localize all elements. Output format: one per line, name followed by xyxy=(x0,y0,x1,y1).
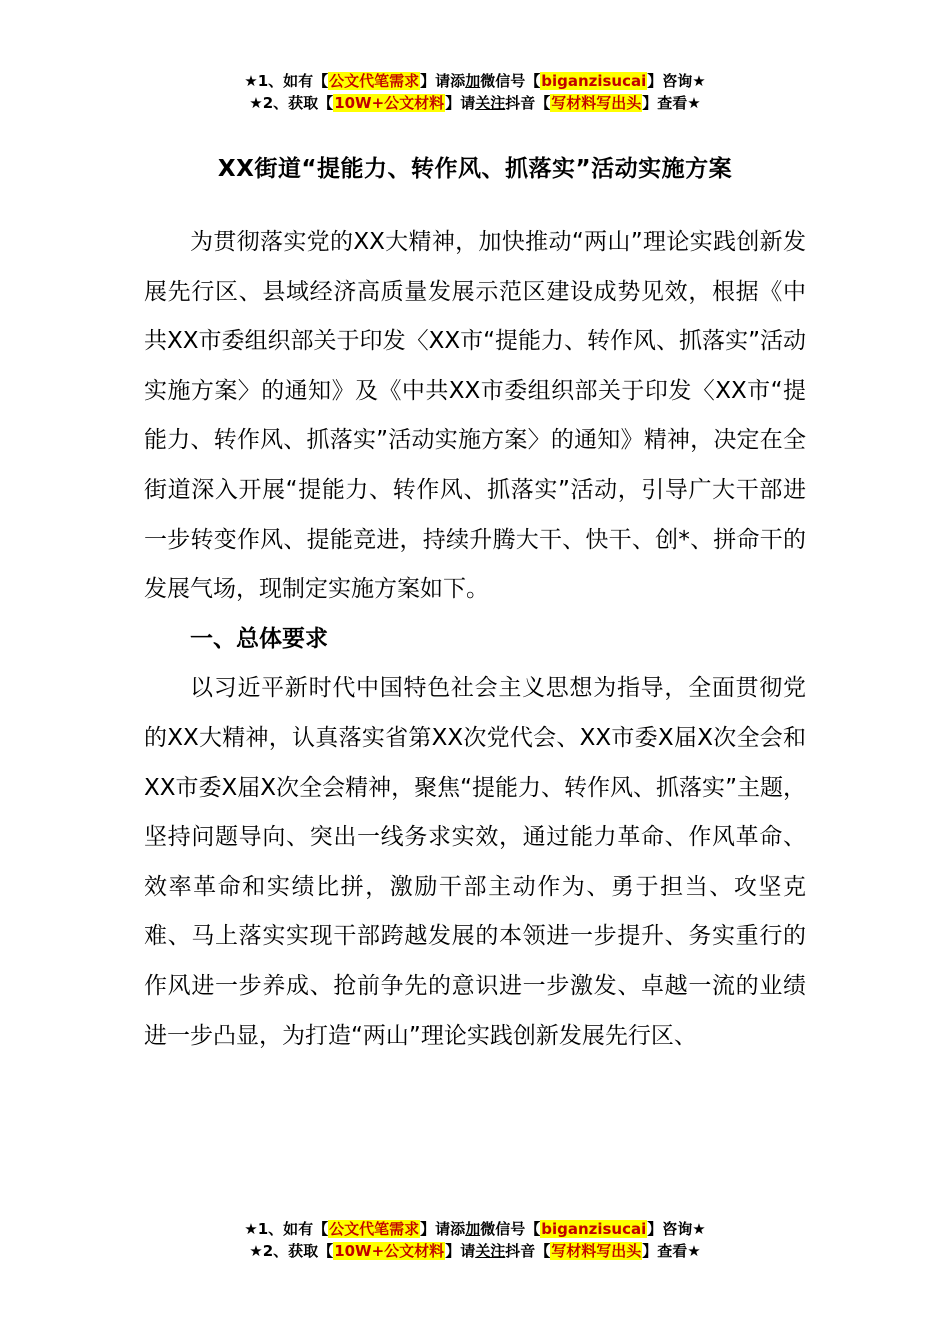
promo-text: 】咨询★ xyxy=(647,72,706,90)
document-title: XX街道“提能力、转作风、抓落实”活动实施方案 xyxy=(217,156,733,182)
promo-text: 】查看★ xyxy=(642,1242,701,1260)
section-paragraph: 以习近平新时代中国特色社会主义思想为指导，全面贯彻党的XX大精神，认真落实省第XX次党代会、XX市委X届X次全会和XX市委X届X次全会精神，聚焦“提能力、转作风、抓落实”主题，坚持问题导向、突出一线务求实效，通过能力革命、作风革命、效率革命和实绩比拼，激励干部主动作为、勇于担当、攻坚克难、马上落实实现干部跨越发展的本领进一步提升、务实重行的作风进一步养成、抢前争先的意识进一步激发、卓越一流的业绩进一步凸显，为打造“两山”理论实践创新发展先行区、 xyxy=(144,675,806,1049)
highlight-text: 公文代笔需求 xyxy=(329,72,420,90)
highlight-text: 10W+公文材料 xyxy=(334,94,445,112)
underlined-text: 关注 xyxy=(475,94,506,112)
promo-text: 】请添 xyxy=(420,72,466,90)
promo-text: 抖音【 xyxy=(505,1242,551,1260)
promo-text: 】查看★ xyxy=(642,94,701,112)
promo-text: 】咨询★ xyxy=(647,1220,706,1238)
promo-text: ★1、如有【 xyxy=(244,72,329,90)
promo-line-1 xyxy=(0,70,950,92)
highlight-text: 公文代笔需求 xyxy=(329,1220,420,1238)
underlined-text: 关注 xyxy=(475,1242,506,1260)
intro-paragraph: 为贯彻落实党的XX大精神，加快推动“两山”理论实践创新发展先行区、县域经济高质量发展示范区建设成势见效，根据《中共XX市委组织部关于印发〈XX市“提能力、转作风、抓落实”活动实施方案〉的通知》及《中共XX市委组织部关于印发〈XX市“提能力、转作风、抓落实”活动实施方案〉的通知》精神，决定在全街道深入开展“提能力、转作风、抓落实”活动，引导广大干部进一步转变作风、提能竞进，持续升腾大干、快干、创*、拼命干的发展气场，现制定实施方案如下。 xyxy=(144,229,806,603)
promo-banner-top xyxy=(0,70,950,114)
promo-line-1 xyxy=(0,1218,950,1240)
underlined-text: 加 xyxy=(465,72,481,90)
section-heading: 一、总体要求 xyxy=(190,625,328,652)
highlight-text: 10W+公文材料 xyxy=(334,1242,445,1260)
promo-text: 微信号【 xyxy=(480,1220,541,1238)
promo-text: ★2、获取【 xyxy=(249,1242,334,1260)
promo-banner-bottom xyxy=(0,1218,950,1262)
wechat-id: biganzisucai xyxy=(541,1220,647,1238)
promo-text: 】请 xyxy=(445,94,476,112)
douyin-id: 写材料写出头 xyxy=(551,1242,642,1260)
promo-line-2 xyxy=(0,1240,950,1262)
promo-text: 微信号【 xyxy=(480,72,541,90)
promo-text: 抖音【 xyxy=(505,94,551,112)
promo-line-2 xyxy=(0,92,950,114)
underlined-text: 加 xyxy=(465,1220,481,1238)
promo-text: 】请 xyxy=(445,1242,476,1260)
wechat-id: biganzisucai xyxy=(541,72,647,90)
promo-text: 】请添 xyxy=(420,1220,466,1238)
promo-text: ★1、如有【 xyxy=(244,1220,329,1238)
document-body xyxy=(144,218,806,1061)
douyin-id: 写材料写出头 xyxy=(551,94,642,112)
promo-text: ★2、获取【 xyxy=(249,94,334,112)
